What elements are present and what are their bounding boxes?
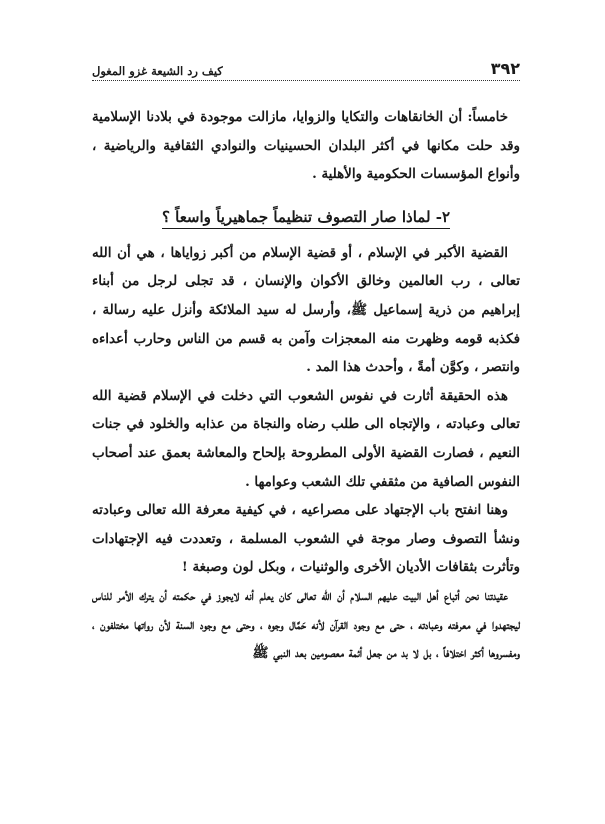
section-heading-wrapper [92, 207, 520, 229]
running-header [92, 56, 520, 81]
paragraph-main-4: عقيدتنا نحن أتباع أهل البيت عليهم السلام أن الله تعالى كان يعلم أنه لايجوز في حكمته أن يترك الأمر للناس ليجتهدوا في معرفته وعبادته ، حتى مع وجود القرآن لأنه حَمَّال وجوه ، وحتى مع وجود السنة لأن رواتها مختلفون ، ومفسروها أكثر اختلافاً ، بل لا بد من جعل أئمة معصومين بعد النبي ﷺ [92, 587, 520, 662]
book-title: كيف رد الشيعة غزو المغول [92, 64, 223, 78]
section-heading: ٢- لماذا صار التصوف تنظيماً جماهيرياً واسعاً ؟ [162, 208, 450, 229]
paragraph-intro-1: خامساً: أن الخانقاهات والتكايا والزوايا، مازالت موجودة في بلادنا الإسلامية وقد حلت مكانها في أكثر البلدان الحسينيات والنوادي الثقافية والرياضية ، وأنواع المؤسسات الحكومية والأهلية . [92, 109, 520, 183]
book-page [92, 56, 520, 668]
section-spacer [92, 189, 520, 203]
paragraph-main-1: القضية الأكبر في الإسلام ، أو قضية الإسلام من أكبر زواياها ، هي أن الله تعالى ، رب العالمين وخالق الأكوان والإنسان ، قد تجلى لرجل من أبناء إبراهيم من ذرية إسماعيل ﷺ، وأرسل له سيد الملائكة وأنزل عليه رسالة ، فكذبه قومه وظهرت منه المعجزات وآمن به قسم من الناس وحارب أعداءه وانتصر ، وكوَّن أمةً ، وأحدث هذا المد . [92, 244, 520, 376]
page-number: ٣٩٢ [490, 59, 520, 78]
body-text [92, 103, 520, 668]
paragraph-main-3: وهنا انفتح باب الإجتهاد على مصراعيه ، في كيفية معرفة الله تعالى وعبادته ونشأ التصوف وصار موجة في الشعوب المسلمة ، وتعددت فيه الإجتهادات وتأثرت بثقافات الأديان الأخرى والوثنيات ، وبكل لون وصبغة ! [92, 502, 520, 576]
paragraph-main-2: هذه الحقيقة أثارت في نفوس الشعوب التي دخلت في الإسلام قضية الله تعالى وعبادته ، والإتجاه الى طلب رضاه والنجاة من عذابه والخلود في جنات النعيم ، فصارت القضية الأولى المطروحة بإلحاح والمعاشة بعمق عند أصحاب النفوس الصافية من مثقفي تلك الشعب وعوامها . [92, 387, 520, 490]
